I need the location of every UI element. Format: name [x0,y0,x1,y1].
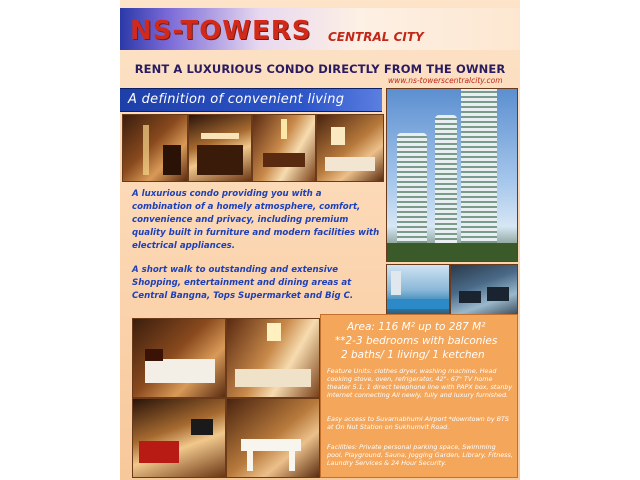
condo-flyer [120,0,520,480]
spec-facilities: Facilities: Private personal parking space, Swimming pool, Playground, Sauna, Jogging Garden, Library, Fitness, Laundry Services & 24 Hour Security. [327,443,513,467]
specifications-panel [320,314,518,478]
photo-interior-dining [252,114,316,182]
website-link[interactable]: www.ns-towerscentralcity.com [388,76,503,85]
brand-subtitle: CENTRAL CITY [328,30,424,44]
spec-features: Feature Units: clothes dryer, washing machine, Head cooking stove, oven, refrigerator, 42"- 67" TV home theater 5.1, 1 direct telephone line with PAPX box, stanby internet connecting All newly, fully and luxury furnished. [327,367,513,399]
spec-access: Easy access to Suvarnabhumi Airport *downtown by BTS at On Nut Station on Sukhumvit Road. [327,415,509,431]
location-paragraph: A short walk to outstanding and extensive Shopping, entertainment and dining areas at Central Bangna, Tops Supermarket and Big C. [132,265,354,301]
spec-bedrooms: **2-3 bedrooms with balconies [335,335,498,347]
spec-rooms: 2 baths/ 1 living/ 1 ketchen [341,349,485,361]
title-banner [120,8,520,50]
tagline-banner [120,88,382,112]
spec-area: Area: 116 M² up to 287 M² [347,321,486,333]
photo-interior-kitchen [188,114,252,182]
headline: RENT A LUXURIOUS CONDO DIRECTLY FROM THE OWNER [134,62,506,76]
photo-swimming-pool [386,264,450,316]
photo-fitness-gym [450,264,518,316]
photo-bedroom [132,318,226,398]
brand-title: NS-TOWERS [130,16,312,46]
photo-living-room [226,318,320,398]
photo-dining-area [226,398,320,478]
photo-interior-hallway [122,114,188,182]
tagline-text: A definition of convenient living [128,92,345,107]
photo-interior-living [316,114,384,182]
description-paragraph: A luxurious condo providing you with a combination of a homely atmosphere, comfort, convenience and privacy, including premium quality built in furniture and modern facilities with electrical appliances. [132,189,380,251]
photo-lounge [132,398,226,478]
photo-towers-exterior [386,88,518,262]
